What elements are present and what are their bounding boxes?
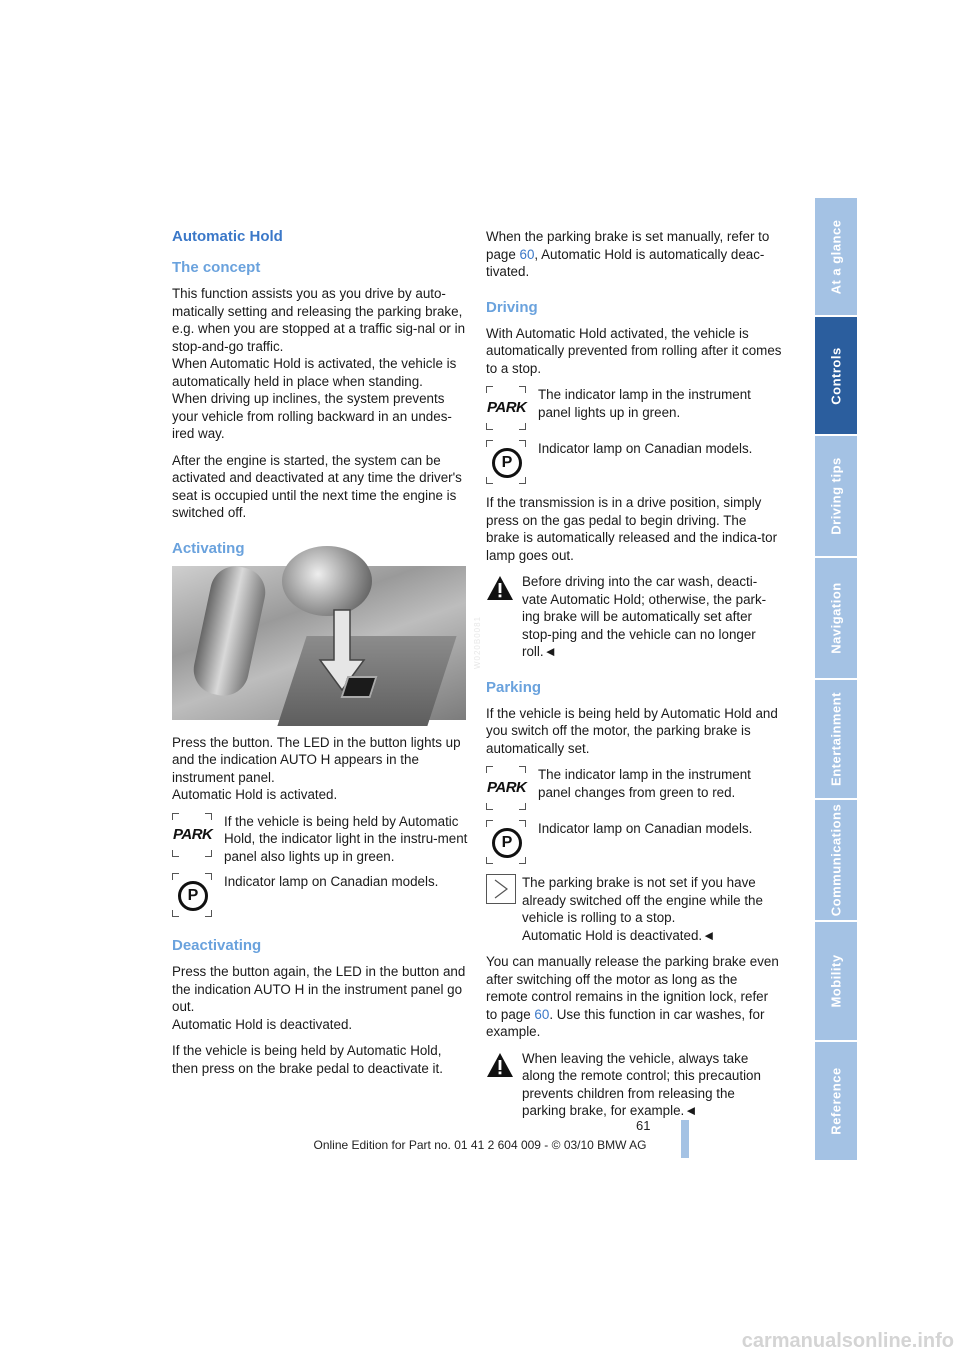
page-link[interactable]: 60 <box>519 246 535 262</box>
controller-knob <box>282 546 372 616</box>
activating-heading: Activating <box>172 539 245 557</box>
tip-note <box>486 874 782 944</box>
indicator-park-parking-text: The indicator lamp in the instrument panel changes from green to red. <box>538 767 751 800</box>
p-indicator-icon: P <box>172 873 212 917</box>
tab-controls[interactable]: Controls <box>815 317 857 436</box>
footer-edition: Online Edition for Part no. 01 41 2 604 009 - © 03/10 BMW AG <box>313 1138 647 1152</box>
left-column <box>172 228 482 1086</box>
tip-text: The parking brake is not set if you have already switched off the engine while the vehicle is rolling to a stop. <box>522 875 763 925</box>
photo-code: W020B0081 <box>472 615 482 669</box>
indicator-park-driving <box>486 386 782 432</box>
manual-set-paragraph: When the parking brake is set manually, refer to page 60, Automatic Hold is automatically deac-tivated. <box>486 229 770 279</box>
tab-mobility[interactable]: Mobility <box>815 922 857 1042</box>
auto-hold-button-photo <box>172 566 482 720</box>
parking-heading: Parking <box>486 678 542 696</box>
concept-paragraph-2: When Automatic Hold is activated, the vehicle is automatically held in place when standing. <box>172 356 457 389</box>
concept-paragraph-4: After the engine is started, the system can be activated and deactivated at any time the driver's seat is occupied until the next time the engine is switched off. <box>172 452 462 520</box>
tab-entertainment[interactable]: Entertainment <box>815 680 857 800</box>
warning-triangle-icon <box>486 1052 514 1078</box>
indicator-park <box>172 813 468 866</box>
tip-arrow-icon <box>486 874 516 904</box>
warning-car-wash-text: Before driving into the car wash, deacti-vate Automatic Hold; otherwise, the park-ing brake will be automatically set after stop-ping and the vehicle can no longer roll.◄ <box>522 574 767 659</box>
indicator-p-parking-text: Indicator lamp on Canadian models. <box>538 821 753 836</box>
indicator-p-driving-text: Indicator lamp on Canadian models. <box>538 441 753 456</box>
tab-communications[interactable]: Communications <box>815 800 857 922</box>
tab-driving-tips[interactable]: Driving tips <box>815 436 857 558</box>
indicator-p <box>172 873 468 919</box>
site-watermark: carmanualsonline.info <box>741 1330 954 1352</box>
p-indicator-icon: P <box>486 440 526 484</box>
page-link[interactable]: 60 <box>534 1006 550 1022</box>
warning-car-wash <box>486 573 782 661</box>
parking-paragraph-2: You can manually release the parking brake even after switching off the motor as long as the remote control remains in the ignition lock, refer to page 60. Use this function in car washes, for example. <box>486 954 779 1039</box>
tab-reference[interactable]: Reference <box>815 1042 857 1162</box>
parking-paragraph-1: If the vehicle is being held by Automatic Hold and you switch off the motor, the parking brake is automatically set. <box>486 705 778 756</box>
concept-paragraph-1: This function assists you as you drive by auto-matically setting and releasing the parking brake, e.g. when you are stopped at a traffic sig-nal or in stop-and-go traffic. <box>172 286 466 354</box>
deactivating-heading: Deactivating <box>172 937 262 954</box>
concept-heading: The concept <box>172 259 261 276</box>
warning-remote <box>486 1050 782 1120</box>
deactivating-paragraph-3: If the vehicle is being held by Automatic Hold, then press on the brake pedal to deactivate it. <box>172 1043 443 1076</box>
deactivating-paragraph-1: Press the button again, the LED in the button and the indication AUTO H in the instrument panel go out. <box>172 964 466 1014</box>
warning-triangle-icon <box>486 575 514 601</box>
park-indicator-icon: PARK <box>486 766 526 810</box>
tab-navigation[interactable]: Navigation <box>815 558 857 680</box>
activating-paragraph-2: Automatic Hold is activated. <box>172 787 338 802</box>
selector-lever <box>189 561 270 700</box>
activating-paragraph-1: Press the button. The LED in the button lights up and the indication AUTO H appears in the instrument panel. <box>172 734 461 785</box>
driving-paragraph-1: With Automatic Hold activated, the vehicle is automatically prevented from rolling after it comes to a stop. <box>486 325 782 376</box>
chapter-sidebar <box>815 198 857 1160</box>
tab-at-a-glance[interactable]: At a glance <box>815 198 857 317</box>
indicator-p-driving <box>486 440 782 486</box>
concept-paragraph-3: When driving up inclines, the system prevents your vehicle from rolling backward in an undes-ired way. <box>172 391 452 441</box>
park-indicator-icon: PARK <box>486 386 526 430</box>
section-title: Automatic Hold <box>172 228 283 245</box>
tip-text-2: Automatic Hold is deactivated.◄ <box>522 927 716 943</box>
right-column <box>486 228 782 1120</box>
indicator-park-parking <box>486 766 782 812</box>
warning-remote-text: When leaving the vehicle, always take along the remote control; this precaution prevents children from releasing the parking brake, for example.◄ <box>522 1050 761 1118</box>
page-number: 61 <box>636 1118 651 1133</box>
deactivating-paragraph-2: Automatic Hold is deactivated. <box>172 1016 353 1032</box>
driving-paragraph-2: If the transmission is in a drive position, simply press on the gas pedal to begin driving. The brake is automatically released and the indica-tor lamp goes out. <box>486 495 778 563</box>
indicator-p-parking <box>486 820 782 866</box>
indicator-park-driving-text: The indicator lamp in the instrument panel lights up in green. <box>538 387 751 420</box>
indicator-park-text: If the vehicle is being held by Automatic Hold, the indicator light in the instru-ment panel also lights up in green. <box>224 813 468 864</box>
p-indicator-icon: P <box>486 820 526 864</box>
park-indicator-icon: PARK <box>172 813 212 857</box>
indicator-p-text: Indicator lamp on Canadian models. <box>224 874 439 889</box>
driving-heading: Driving <box>486 298 538 316</box>
